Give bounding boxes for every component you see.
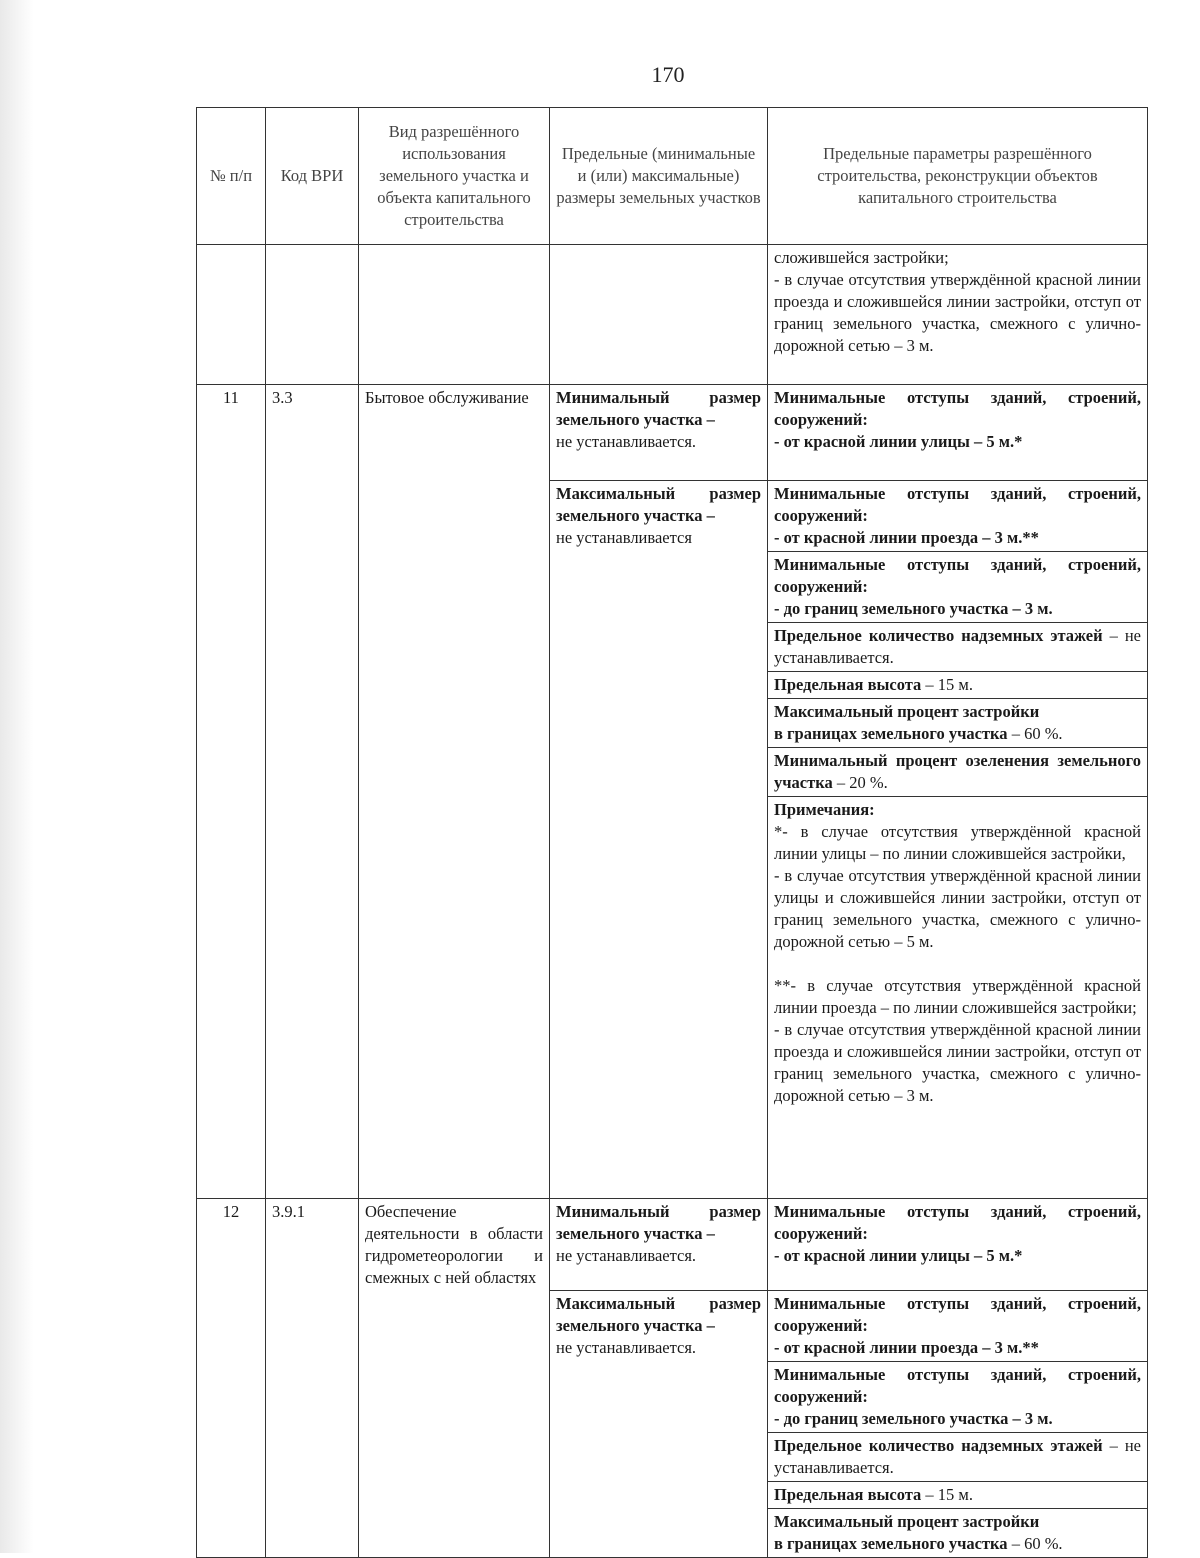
row12-use: Обеспечение деятельности в области гидрометеорологии и смежных с ней областях [359, 1199, 550, 1558]
row11-param-5 [768, 672, 1148, 699]
table-header-row [197, 108, 1148, 245]
header-build-params: Предельные параметры разрешённого строительства, реконструкции объектов капитального строительства [768, 108, 1148, 245]
row11-p6-bold1: Максимальный процент застройки [774, 702, 1040, 721]
row12-p5-rest: – 15 м. [921, 1485, 973, 1504]
row12-p6-bold1: Максимальный процент застройки [774, 1512, 1040, 1531]
row12-min-size-value: не устанавливается. [556, 1246, 697, 1265]
row12-code: 3.9.1 [266, 1199, 359, 1558]
row11-p1-value: - от красной линии улицы – 5 м.* [774, 432, 1023, 451]
table-row-11 [197, 385, 1148, 481]
cont-code [266, 245, 359, 385]
row11-param-6 [768, 699, 1148, 748]
row12-p1-title: Минимальные отступы зданий, строений, сооружений: [774, 1202, 1141, 1243]
row11-p2-value: - от красной линии проезда – 3 м.** [774, 528, 1039, 547]
zoning-regulations-table [196, 107, 1148, 1558]
row11-p3-title: Минимальные отступы зданий, строений, сооружений: [774, 555, 1141, 596]
row12-p5-bold: Предельная высота [774, 1485, 922, 1504]
cont-line-1: сложившейся застройки; [774, 248, 949, 267]
header-plot-size: Предельные (минимальные и (или) максимальные) размеры земельных участков [550, 108, 768, 245]
row11-p5-bold: Предельная высота [774, 675, 922, 694]
row12-p1-value: - от красной линии улицы – 5 м.* [774, 1246, 1023, 1265]
row12-p2-title: Минимальные отступы зданий, строений, сооружений: [774, 1294, 1141, 1335]
cont-line-2: - в случае отсутствия утверждённой красной линии проезда и сложившейся линии застройки, отступ от границ земельного участка, смежного с улично-дорожной сетью – 3 м. [774, 270, 1141, 355]
row12-max-size-value: не устанавливается. [556, 1338, 697, 1357]
row11-param-4 [768, 623, 1148, 672]
cont-num [197, 245, 266, 385]
row12-max-size-title: Максимальный размер земельного участка – [556, 1294, 761, 1335]
row12-p6-bold2: в границах земельного участка [774, 1534, 1008, 1553]
header-use-type: Вид разрешённого использования земельного участка и объекта капитального строительства [359, 108, 550, 245]
row11-p4-rest: – не устанавливается. [774, 626, 1141, 667]
row11-param-1 [768, 385, 1148, 481]
row11-param-3 [768, 552, 1148, 623]
row12-param-6 [768, 1509, 1148, 1558]
row12-p4-rest: – не устанавливается. [774, 1436, 1141, 1477]
row11-p4-bold: Предельное количество надземных этажей [774, 626, 1103, 645]
row11-note-2: - в случае отсутствия утверждённой красной линии улицы и сложившейся линии застройки, отступ от границ земельного участка, смежного с улично-дорожной сетью – 5 м. [774, 866, 1141, 951]
cont-params [768, 245, 1148, 385]
row11-param-2 [768, 481, 1148, 552]
header-code: Код ВРИ [266, 108, 359, 245]
cont-use [359, 245, 550, 385]
page-number: 170 [651, 62, 685, 87]
row12-p6-rest: – 60 %. [1007, 1534, 1063, 1553]
row11-note-3: **- в случае отсутствия утверждённой красной линии проезда – по линии сложившейся застройки; [774, 976, 1141, 1017]
row11-notes-title: Примечания: [774, 800, 875, 819]
row11-note-4: - в случае отсутствия утверждённой красной линии проезда и сложившейся линии застройки, отступ от границ земельного участка, смежного с улично-дорожной сетью – 3 м. [774, 1020, 1141, 1105]
row11-param-7 [768, 748, 1148, 797]
row11-max-size-title: Максимальный размер земельного участка – [556, 484, 761, 525]
header-num: № п/п [197, 108, 266, 245]
row11-p7-bold: Минимальный процент озеленения земельного участка [774, 751, 1141, 792]
row11-min-size-value: не устанавливается. [556, 432, 697, 451]
row11-p6-bold2: в границах земельного участка [774, 724, 1008, 743]
row12-p2-value: - от красной линии проезда – 3 м.** [774, 1338, 1039, 1357]
row11-max-size [550, 481, 768, 1199]
row12-param-5 [768, 1482, 1148, 1509]
row12-min-size [550, 1199, 768, 1291]
row12-p4-bold: Предельное количество надземных этажей [774, 1436, 1103, 1455]
notes-gap [774, 953, 1141, 975]
row12-max-size [550, 1291, 768, 1558]
row12-num: 12 [197, 1199, 266, 1558]
scan-edge-shadow [0, 0, 34, 1553]
row11-min-size-title: Минимальный размер земельного участка – [556, 388, 761, 429]
row11-p1-title: Минимальные отступы зданий, строений, сооружений: [774, 388, 1141, 429]
continuation-row [197, 245, 1148, 385]
row12-param-4 [768, 1433, 1148, 1482]
row12-param-1 [768, 1199, 1148, 1291]
row11-max-size-value: не устанавливается [556, 528, 692, 547]
cont-size [550, 245, 768, 385]
row12-min-size-title: Минимальный размер земельного участка – [556, 1202, 761, 1243]
row12-p3-value: - до границ земельного участка – 3 м. [774, 1409, 1053, 1428]
row11-p6-rest: – 60 %. [1007, 724, 1063, 743]
row11-min-size [550, 385, 768, 481]
row11-note-1: *- в случае отсутствия утверждённой красной линии улицы – по линии сложившейся застройки, [774, 822, 1141, 863]
row11-use: Бытовое обслуживание [359, 385, 550, 1199]
row11-num: 11 [197, 385, 266, 1199]
table-row-12 [197, 1199, 1148, 1291]
row12-param-2 [768, 1291, 1148, 1362]
row12-param-3 [768, 1362, 1148, 1433]
row11-p5-rest: – 15 м. [921, 675, 973, 694]
row11-code: 3.3 [266, 385, 359, 1199]
row12-p3-title: Минимальные отступы зданий, строений, сооружений: [774, 1365, 1141, 1406]
row11-p3-value: - до границ земельного участка – 3 м. [774, 599, 1053, 618]
row11-p7-rest: – 20 %. [832, 773, 888, 792]
row11-notes [768, 797, 1148, 1199]
row11-p2-title: Минимальные отступы зданий, строений, сооружений: [774, 484, 1141, 525]
